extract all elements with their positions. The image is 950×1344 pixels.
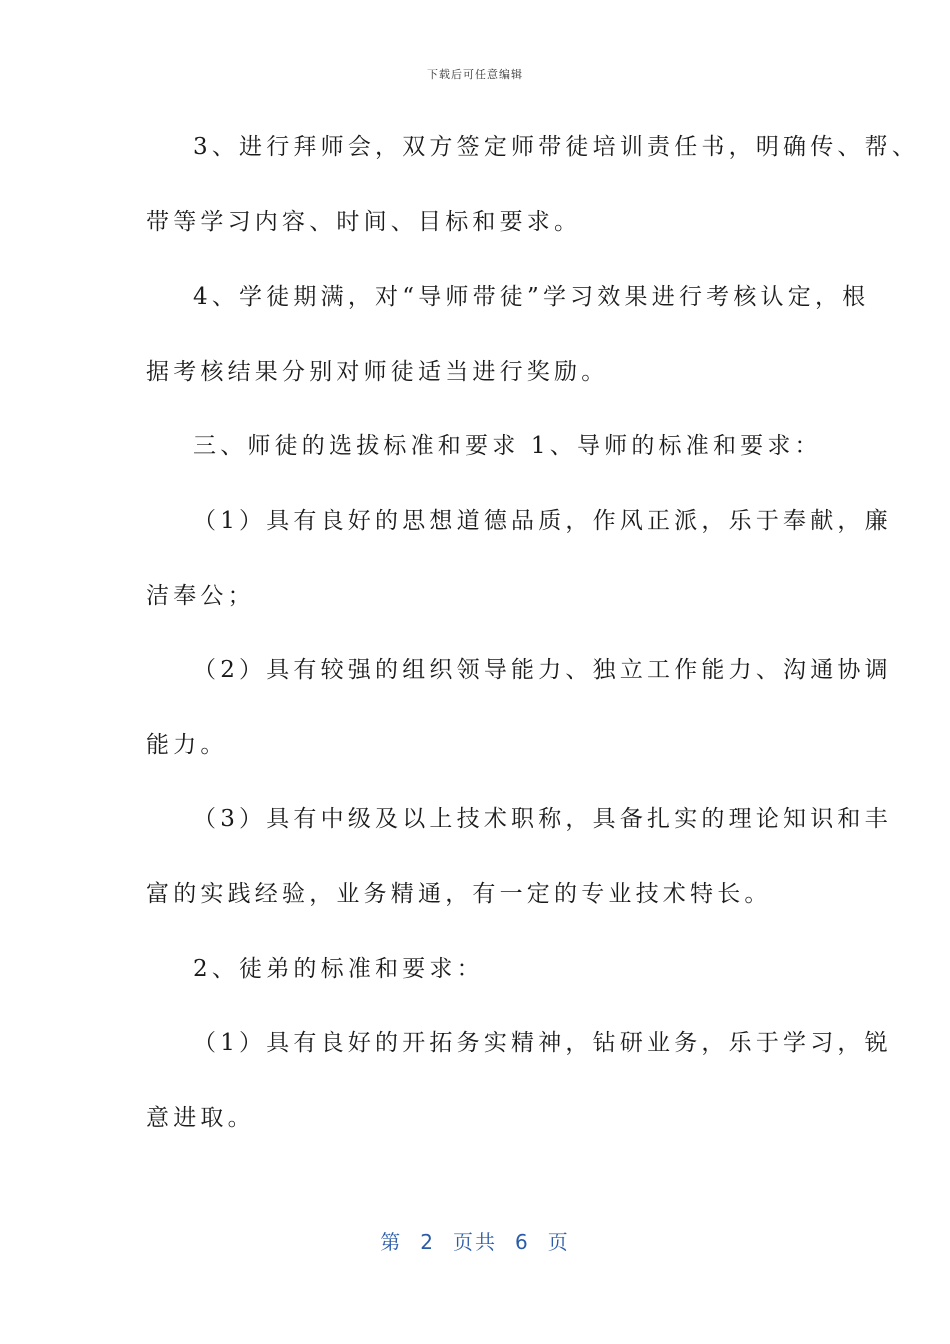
footer-suffix: 页 [547, 1230, 570, 1254]
paragraph-line: （2）具有较强的组织领导能力、独立工作能力、沟通协调 [193, 657, 892, 683]
header-note: 下载后可任意编辑 [427, 68, 523, 81]
paragraph-line: 意进取。 [146, 1105, 255, 1131]
current-page-number: 2 [420, 1230, 435, 1254]
page-footer [0, 1226, 950, 1255]
paragraph-line: 洁奉公； [146, 583, 255, 609]
paragraph-line: 富的实践经验，业务精通，有一定的专业技术特长。 [146, 881, 772, 907]
paragraph-line: （1）具有良好的思想道德品质，作风正派，乐于奉献，廉 [193, 508, 892, 534]
paragraph-line: 4、学徒期满，对“导师带徒”学习效果进行考核认定，根 [193, 284, 870, 310]
footer-middle: 页共 [453, 1230, 497, 1254]
paragraph-line: 带等学习内容、时间、目标和要求。 [146, 209, 582, 235]
section-heading: 2、徒弟的标准和要求： [193, 956, 484, 982]
paragraph-line: 能力。 [146, 732, 228, 758]
section-heading: 三、师徒的选拔标准和要求 1、导师的标准和要求： [193, 433, 822, 459]
total-pages-number: 6 [515, 1230, 530, 1254]
footer-prefix: 第 [380, 1230, 403, 1254]
paragraph-line: 据考核结果分别对师徒适当进行奖励。 [146, 359, 609, 385]
paragraph-line: （1）具有良好的开拓务实精神，钻研业务，乐于学习，锐 [193, 1030, 892, 1056]
paragraph-line: （3）具有中级及以上技术职称，具备扎实的理论知识和丰 [193, 806, 892, 832]
paragraph-line: 3、进行拜师会，双方签定师带徒培训责任书，明确传、帮、 [193, 134, 920, 160]
